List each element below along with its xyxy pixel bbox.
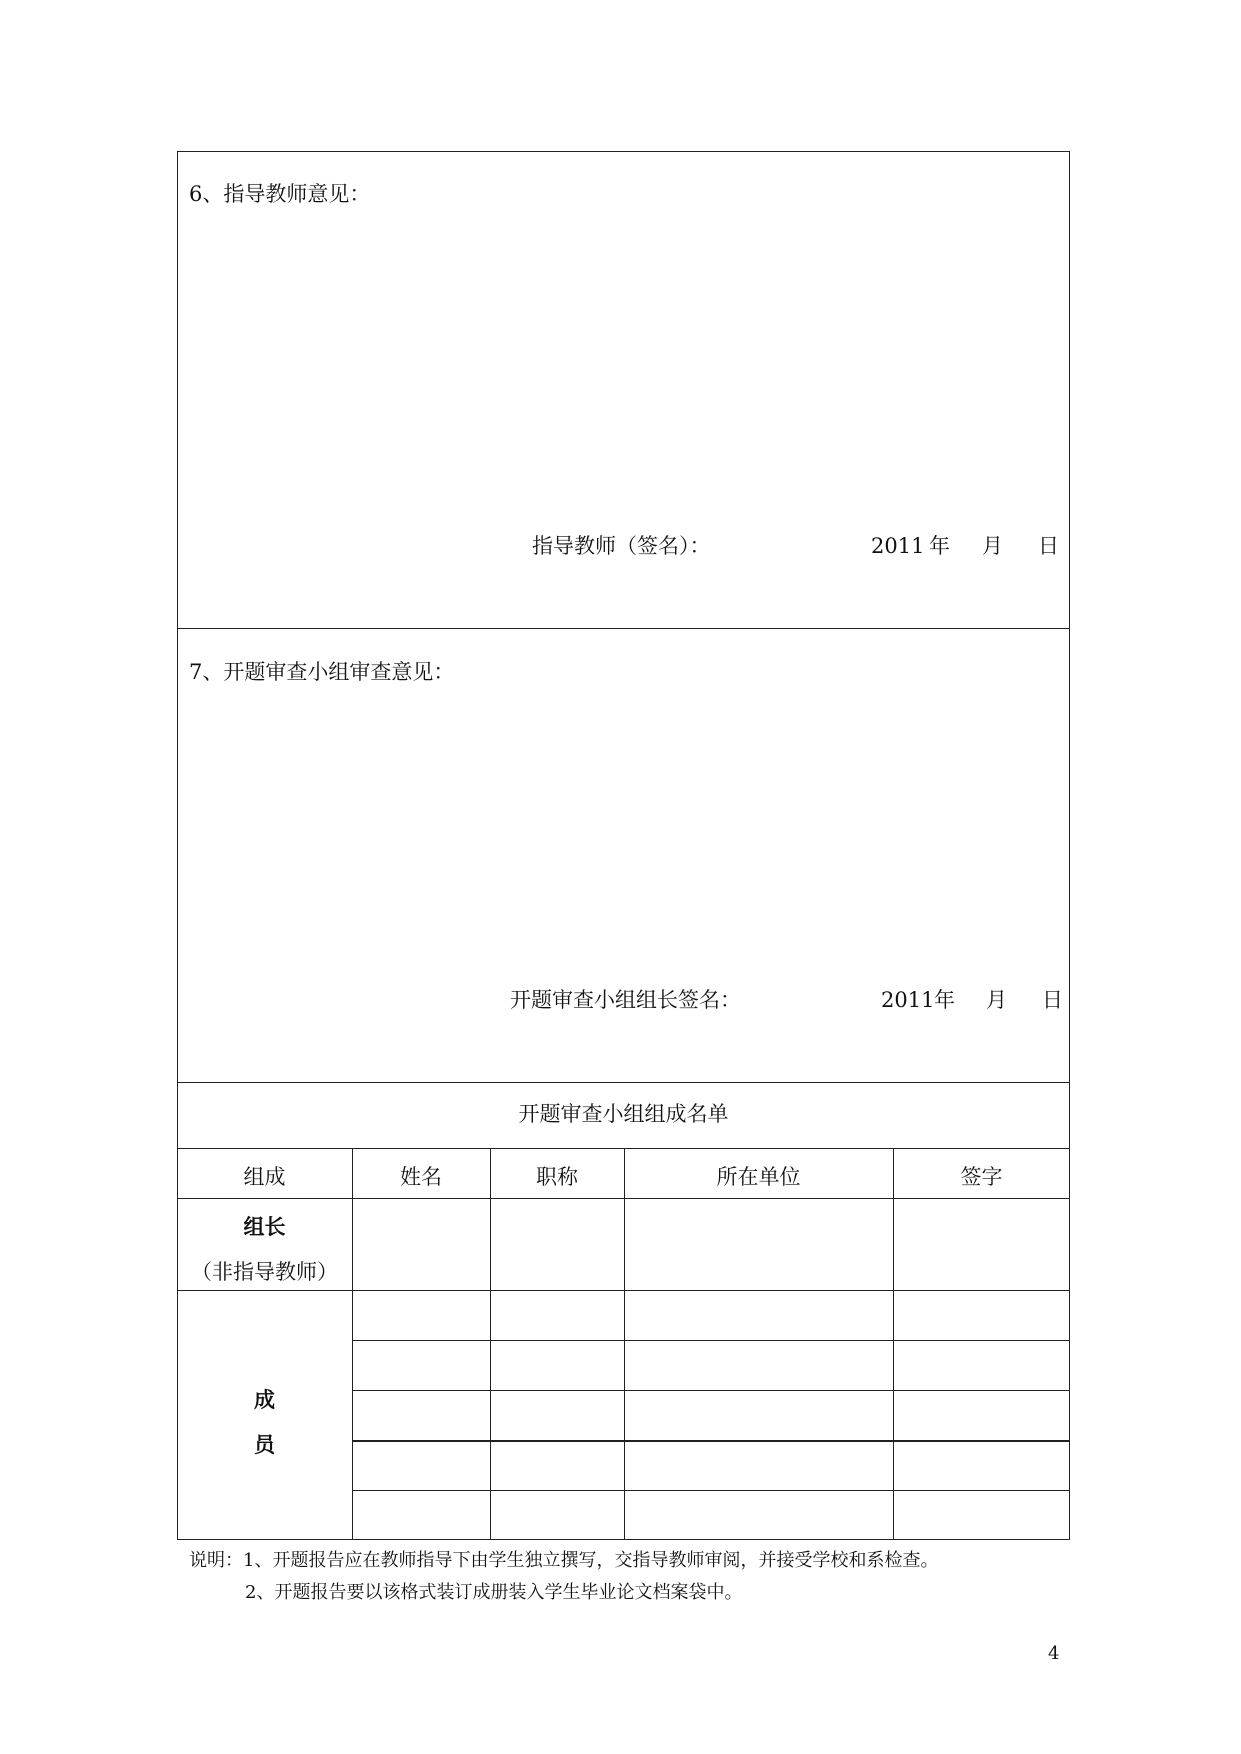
leader-label: 组长 [243, 1215, 286, 1239]
header-name: 姓名 [400, 1165, 442, 1189]
section7-day-unit: 日 [1042, 988, 1063, 1012]
section6-title: 6、指导教师意见： [189, 182, 371, 206]
table-column-divider [893, 1148, 894, 1540]
table-column-divider [490, 1148, 491, 1540]
note-line-1: 说明：1、开题报告应在教师指导下由学生独立撰写，交指导教师审阅，并接受学校和系检查。 [189, 1550, 939, 1571]
section7-year: 2011 [881, 988, 935, 1012]
section7-sign-label: 开题审查小组组长签名： [510, 988, 741, 1012]
roster-title: 开题审查小组组成名单 [518, 1102, 729, 1126]
section6-sign-label: 指导教师（签名）： [532, 534, 711, 558]
leader-note: （非指导教师） [191, 1260, 338, 1284]
header-title: 职称 [536, 1165, 578, 1189]
table-column-divider [624, 1148, 625, 1540]
section-divider [177, 628, 1070, 629]
table-column-divider [352, 1148, 353, 1540]
section-divider [177, 1082, 1070, 1083]
header-signature: 签字 [960, 1165, 1003, 1189]
table-row-divider [352, 1340, 1070, 1341]
section6-month-unit: 月 [982, 534, 1003, 558]
section6-day-unit: 日 [1038, 534, 1059, 558]
member-label-2: 员 [254, 1433, 275, 1457]
note-line-2: 2、开题报告要以该格式装订成册装入学生毕业论文档案袋中。 [245, 1582, 743, 1603]
table-row-divider [352, 1440, 1070, 1442]
table-row-divider [352, 1390, 1070, 1391]
header-zucheng: 组成 [243, 1165, 286, 1189]
section7-title: 7、开题审查小组审查意见： [189, 660, 455, 684]
section7-month-unit: 月 [986, 988, 1007, 1012]
section6-year: 2011 [871, 534, 925, 558]
table-row-divider [352, 1490, 1070, 1491]
page-number: 4 [1048, 1643, 1060, 1664]
member-label-1: 成 [254, 1388, 275, 1412]
header-unit: 所在单位 [716, 1165, 801, 1189]
section6-year-unit: 年 [929, 534, 950, 558]
section7-year-unit: 年 [934, 988, 955, 1012]
